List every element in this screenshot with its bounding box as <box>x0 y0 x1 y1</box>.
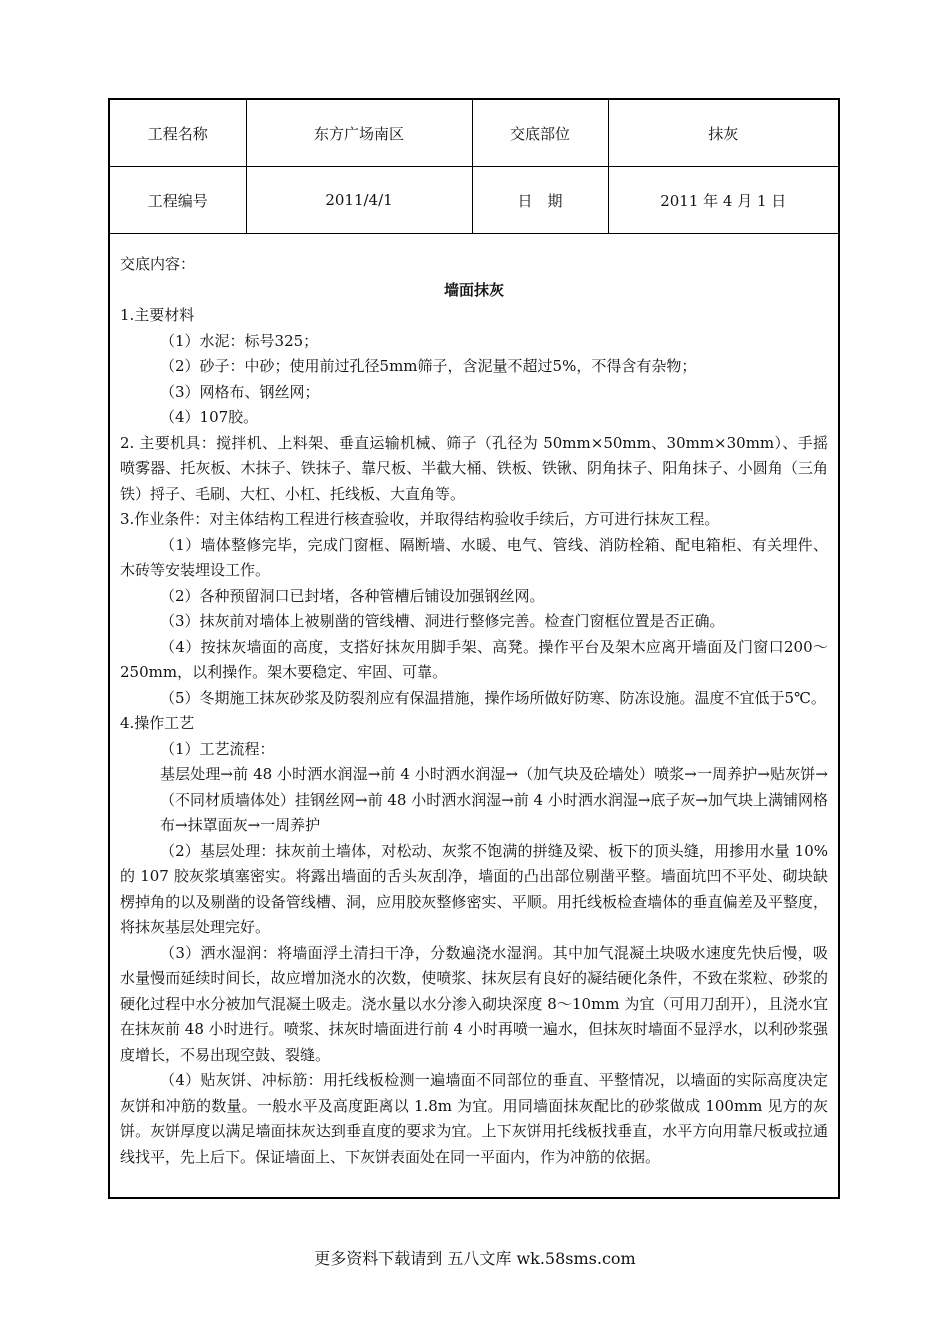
header-row-2 <box>110 167 838 234</box>
header-row-1 <box>110 100 838 167</box>
handover-part-label: 交底部位 <box>472 100 608 167</box>
process-item-2: （2）基层处理：抹灰前土墙体，对松动、灰浆不饱满的拼缝及梁、板下的顶头缝，用掺用水量 10%的 107 胶灰浆填塞密实。将露出墙面的舌头灰刮净，墙面的凸出部位剔凿平整。墙面坑凹不平处、砌块缺楞掉角的以及剔凿的设备管线槽、洞，应用胶灰整修密实、平顺。用托线板检查墙体的垂直偏差及平整度，将抹灰基层处理完好。 <box>120 841 828 936</box>
document-form <box>108 98 840 1199</box>
header-table <box>110 100 838 234</box>
condition-item-3: （3）抹灰前对墙体上被剔凿的管线槽、洞进行整修完善。检查门窗框位置是否正确。 <box>160 612 725 630</box>
date-label: 日 期 <box>472 167 608 234</box>
section-1-heading: 1.主要材料 <box>120 306 195 324</box>
condition-item-5: （5）冬期施工抹灰砂浆及防裂剂应有保温措施，操作场所做好防寒、防冻设施。温度不宜低于5℃。 <box>160 688 826 707</box>
condition-item-4: （4）按抹灰墙面的高度，支搭好抹灰用脚手架、高凳。操作平台及架木应离开墙面及门窗口200～250mm，以利操作。架木要稳定、牢固、可靠。 <box>120 637 828 681</box>
condition-item-1: （1）墙体整修完毕，完成门窗框、隔断墙、水暖、电气、管线、消防栓箱、配电箱柜、有关埋件、木砖等安装埋设工作。 <box>120 535 828 579</box>
project-number-label: 工程编号 <box>110 167 246 234</box>
date-value: 2011 年 4 月 1 日 <box>608 167 838 234</box>
process-item-1: （1）工艺流程： <box>160 739 275 758</box>
project-name-value: 东方广场南区 <box>246 100 472 167</box>
content-label: 交底内容： <box>120 255 196 273</box>
material-item-3: （3）网格布、钢丝网； <box>160 382 320 401</box>
section-2-tools: 2. 主要机具：搅拌机、上料架、垂直运输机械、筛子（孔径为 50mm×50mm、30mm×30mm）、手摇喷雾器、托灰板、木抹子、铁抹子、靠尺板、半截大桶、铁板、铁锹、阴角抹子、阳角抹子、小圆角（三角铁）捋子、毛刷、大杠、小杠、托线板、大直角等。 <box>120 433 828 503</box>
footer-text: 更多资料下载请到 五八文库 wk.58sms.com <box>314 1249 636 1268</box>
section-4-heading: 4.操作工艺 <box>120 714 195 732</box>
project-name-label: 工程名称 <box>110 100 246 167</box>
condition-item-2: （2）各种预留洞口已封堵，各种管槽后铺设加强钢丝网。 <box>160 586 545 605</box>
material-item-1: （1）水泥：标号325； <box>160 331 319 350</box>
project-number-value: 2011/4/1 <box>246 167 472 234</box>
process-flow: 基层处理→前 48 小时洒水润湿→前 4 小时洒水润湿→（加气块及砼墙处）喷浆→一周养护→贴灰饼→（不同材质墙体处）挂钢丝网→前 48 小时洒水润湿→前 4 小时洒水润湿→底子灰→加气块上满铺网格布→抹罩面灰→一周养护 <box>160 765 828 834</box>
material-item-2: （2）砂子：中砂；使用前过孔径5mm筛子，含泥量不超过5%，不得含有杂物； <box>160 357 697 375</box>
process-item-4: （4）贴灰饼、冲标筋：用托线板检测一遍墙面不同部位的垂直、平整情况，以墙面的实际高度决定灰饼和冲筋的数量。一般水平及高度距离以 1.8m 为宜。用同墙面抹灰配比的砂浆做成 100mm 见方的灰饼。灰饼厚度以满足墙面抹灰达到垂直度的要求为宜。上下灰饼用托线板找垂直，水平方向用靠尺板或拉通线找平，先上后下。保证墙面上、下灰饼表面处在同一平面内，作为冲筋的依据。 <box>120 1071 828 1166</box>
handover-content <box>110 234 838 1170</box>
material-item-4: （4）107胶。 <box>160 408 259 426</box>
section-3-heading: 3.作业条件：对主体结构工程进行核查验收，并取得结构验收手续后，方可进行抹灰工程。 <box>120 510 720 528</box>
handover-part-value: 抹灰 <box>608 100 838 167</box>
process-item-3: （3）洒水湿润：将墙面浮土清扫干净，分数遍浇水湿润。其中加气混凝土块吸水速度先快后慢，吸水量慢而延续时间长，故应增加浇水的次数，使喷浆、抹灰层有良好的凝结硬化条件，不致在浆粒、砂浆的硬化过程中水分被加气混凝土吸走。浇水量以水分渗入砌块深度 8～10mm 为宜（可用刀刮开），且浇水宜在抹灰前 48 小时进行。喷浆、抹灰时墙面进行前 4 小时再喷一遍水，但抹灰时墙面不显浮水，以利砂浆强度增长，不易出现空鼓、裂缝。 <box>120 943 828 1064</box>
content-title: 墙面抹灰 <box>443 280 504 299</box>
